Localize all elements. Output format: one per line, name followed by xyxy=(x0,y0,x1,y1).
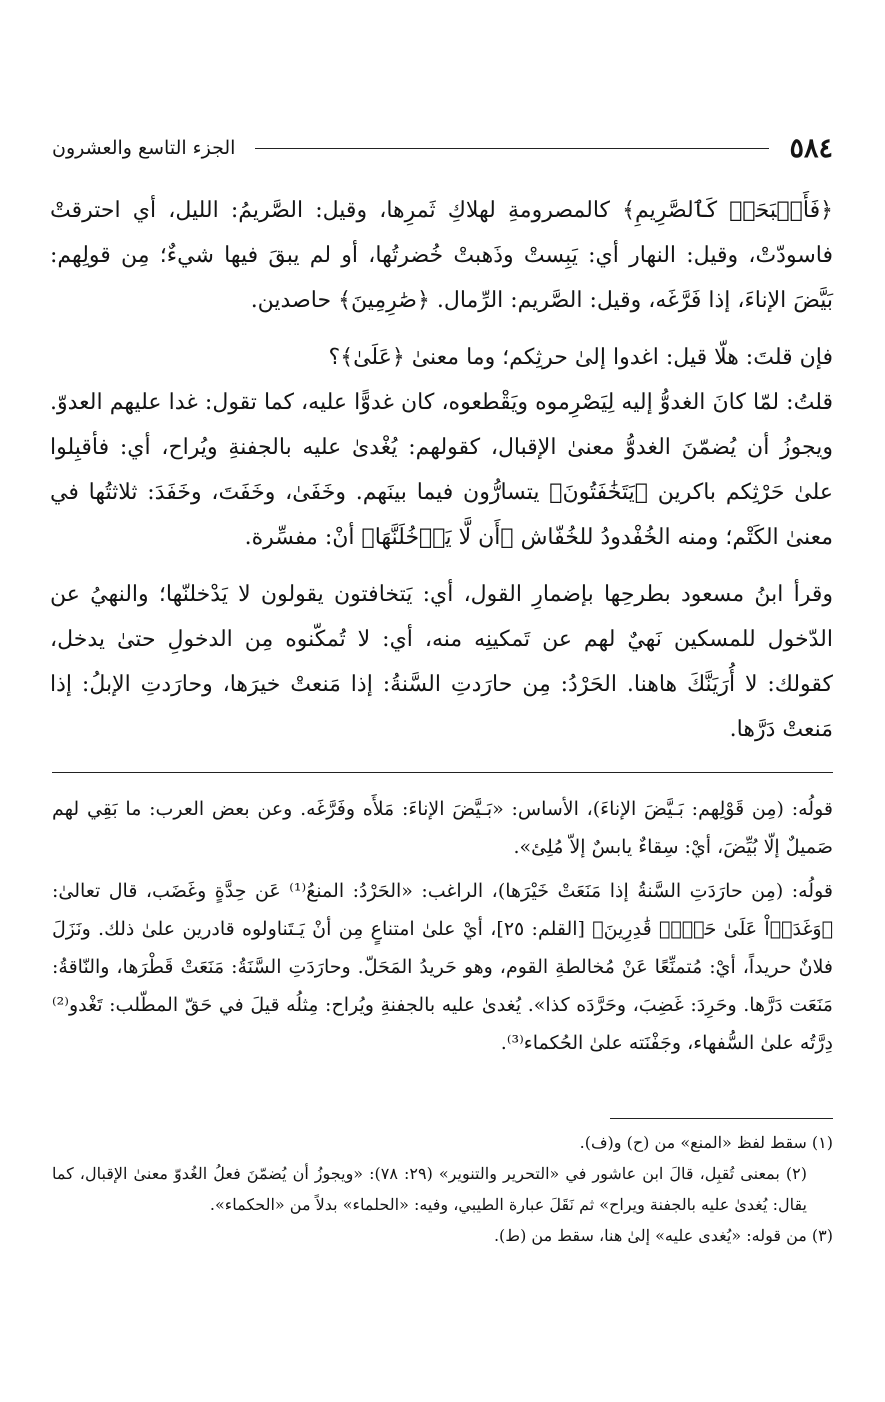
commentary-section xyxy=(52,790,833,1068)
footnote: (١) سقط لفظ «المنع» من (ح) و(ف). xyxy=(579,1133,833,1152)
main-paragraph: وقرأ ابنُ مسعود بطرحِها بإضمارِ القول، أي: يَتخافتون يقولون لا يَدْخلنّها؛ والنهيُ عن الدّخول للمسكين نَهيٌ لهم عن تَمكينِه منه، أي: لا تُمكّنوه مِن الدخولِ حتىٰ يدخل، كقولك: لا أُرَيَنَّكَ هاهنا. الحَرْدُ: مِن حارَدتِ السَّنةُ: إذا مَنعتْ خيرَها، وحارَدتِ الإبلُ: إذا مَنعتْ دَرَّها. xyxy=(50,582,833,742)
page-header xyxy=(52,128,833,168)
commentary-paragraph: قولُه: (مِن قَوْلِهم: بَـيَّضَ الإناءَ)، الأساس: «بَـيَّضَ الإناءَ: مَلأَه وفَرَّغَه. وعن بعض العرب: ما بَقِي لهم صَميلٌ إلّا بُيِّضَ، أيْ: سِقاءٌ يابسٌ إلاّ مُلِئ». xyxy=(52,798,833,858)
main-text xyxy=(50,188,833,764)
main-paragraph: قلتُ: لمّا كانَ الغدوُّ إليه لِيَصْرِموه ويَقْطعوه، كان غدوًّا عليه، كما تقول: غدا عليهم العدوّ. ويجوزُ أن يُضمّنَ الغدوُّ معنىٰ الإقبال، كقولهم: يُغْدىٰ عليه بالجفنةِ ويُراح، أي: فأقبِلوا علىٰ حَرْثِكم باكرين ﴿يَتَخَٰفَتُونَ﴾ يتسارُّون فيما بينَهم. وخَفَىٰ، وخَفَتَ، وخَفَدَ: ثلاثتُها في معنىٰ الكَتْم؛ ومنه الخُفْدودُ للخُفّاش ﴿أَن لَّا يَدۡخُلَنَّهَا﴾ أنْ: مفسِّرة. xyxy=(50,390,833,550)
footnote: (٣) من قوله: «يُغدى عليه» إلىٰ هنا، سقط من (ط). xyxy=(493,1226,833,1245)
commentary-paragraph: قولُه: (مِن حارَدَتِ السَّنةُ إذا مَنَعَتْ خَيْرَها)، الراغب: «الحَرْدُ: المنعُ⁽¹⁾ عَن حِدَّةٍ وغَضَب، قال تعالىٰ: ﴿وَغَدَوۡاْ عَلَىٰ حَرۡدٖ قَٰدِرِينَ﴾ [القلم: ٢٥]، أيْ علىٰ امتناعٍ مِن أنْ يَـتَناولوه قادرين علىٰ ذلك. ونَزَلَ فلانٌ حريداً، أيْ: مُتمنِّعًا عَنْ مُخالطةِ القوم، وهو حَريدُ المَحَلّ. وحارَدَتِ السَّنَةُ: مَنَعَتْ قَطْرَها، والنّاقةُ: مَنَعَت دَرَّها. وحَرِدَ: غَضِبَ، وحَرَّدَه كذا». يُغدىٰ عليه بالجفنةِ ويُراح: مِثلُه قيلَ في حَقّ المطّلب: تَغْدو⁽²⁾ دِرَّتُه علىٰ السُّفهاء، وجَفْنَته علىٰ الحُكماء⁽³⁾. xyxy=(52,880,833,1054)
footnote-separator xyxy=(610,1118,833,1119)
commentary-separator xyxy=(52,772,833,773)
footnotes-section xyxy=(52,1127,833,1251)
running-title: الجزء التاسع والعشرون xyxy=(52,137,236,159)
main-paragraph: فإن قلتَ: هلّا قيل: اغدوا إلىٰ حرثِكم؛ وما معنىٰ ﴿عَلَىٰ﴾؟ xyxy=(328,345,833,370)
page-number: ٥٨٤ xyxy=(789,132,833,164)
main-paragraph: ﴿فَأَصۡبَحَتۡ كَٱلصَّرِيمِ﴾ كالمصرومةِ لهلاكِ ثَمرِها، وقيل: الصَّريمُ: الليل، أي احترقتْ فاسودّتْ، وقيل: النهار أي: يَبِستْ وذَهبتْ خُضرتُها، أو لم يبقَ فيها شيءٌ؛ مِن قولِهم: بَيَّضَ الإناءَ، إذا فَرَّغَه، وقيل: الصَّريم: الرِّمال. ﴿صَٰرِمِينَ﴾ حاصدين. xyxy=(50,198,833,313)
header-rule xyxy=(255,148,769,149)
footnote: (٢) بمعنى تُقبِل، قالَ ابن عاشور في «التحرير والتنوير» (٢٩: ٧٨): «ويجوزُ أن يُضمّنَ فعلُ الغُدوّ معنىٰ الإقبال، كما يقال: يُغدىٰ عليه بالجفنة ويراح» ثم نَقَلَ عبارة الطيبي، وفيه: «الحلماء» بدلاً من «الحكماء». xyxy=(52,1164,807,1214)
